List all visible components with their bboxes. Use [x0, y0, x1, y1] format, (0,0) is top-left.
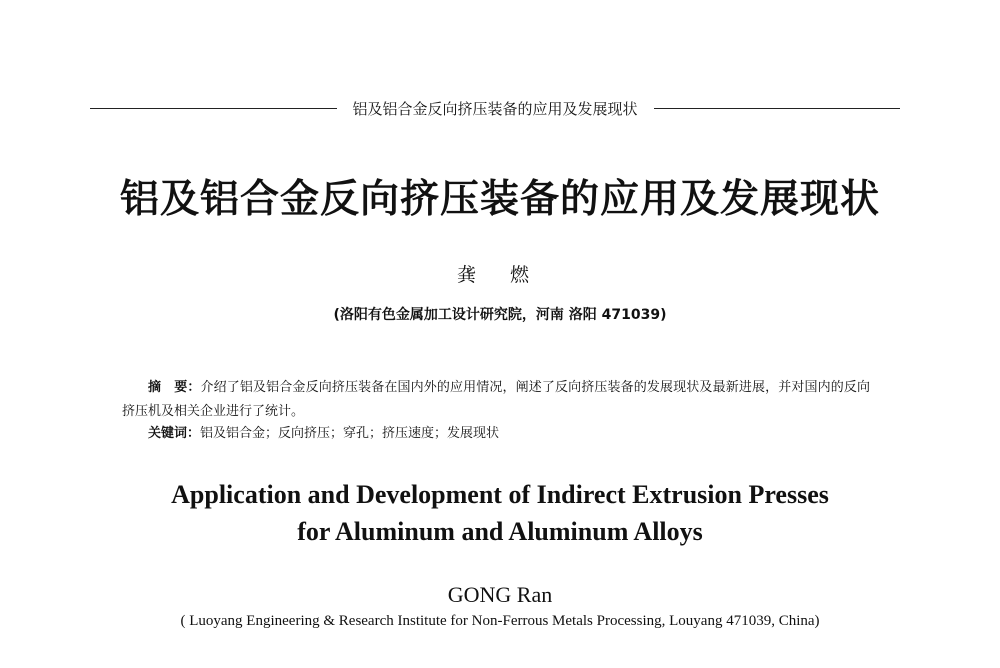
english-affiliation: ( Luoyang Engineering & Research Institute for Non-Ferrous Metals Processing, Louyang 471039, China)	[180, 613, 820, 629]
chinese-title: 铝及铝合金反向挤压装备的应用及发展现状	[119, 176, 880, 222]
header-rule-right	[654, 108, 901, 109]
english-title-line2: for Aluminum and Aluminum Alloys	[297, 517, 703, 546]
abstract-text: 介绍了铝及铝合金反向挤压装备在国内外的应用情况，阐述了反向挤压装备的发展现状及最新进展，并对国内的反向挤压机及相关企业进行了统计。	[122, 380, 870, 419]
keywords-label: 关键词：	[148, 426, 201, 441]
running-header-text: 铝及铝合金反向挤压装备的应用及发展现状	[352, 99, 638, 118]
keywords	[148, 424, 868, 444]
abstract-label: 摘 要：	[148, 380, 201, 395]
running-header	[90, 96, 900, 120]
english-title-line1: Application and Development of Indirect Extrusion Presses	[171, 480, 829, 509]
keywords-text: 铝及铝合金；反向挤压；穿孔；挤压速度；发展现状	[200, 426, 500, 441]
chinese-author: 龚 燃	[456, 264, 544, 286]
chinese-affiliation: (洛阳有色金属加工设计研究院，河南 洛阳 471039)	[333, 307, 667, 323]
english-title	[0, 476, 1000, 550]
header-rule-left	[90, 108, 337, 109]
english-author: GONG Ran	[447, 582, 553, 607]
abstract	[122, 376, 870, 424]
